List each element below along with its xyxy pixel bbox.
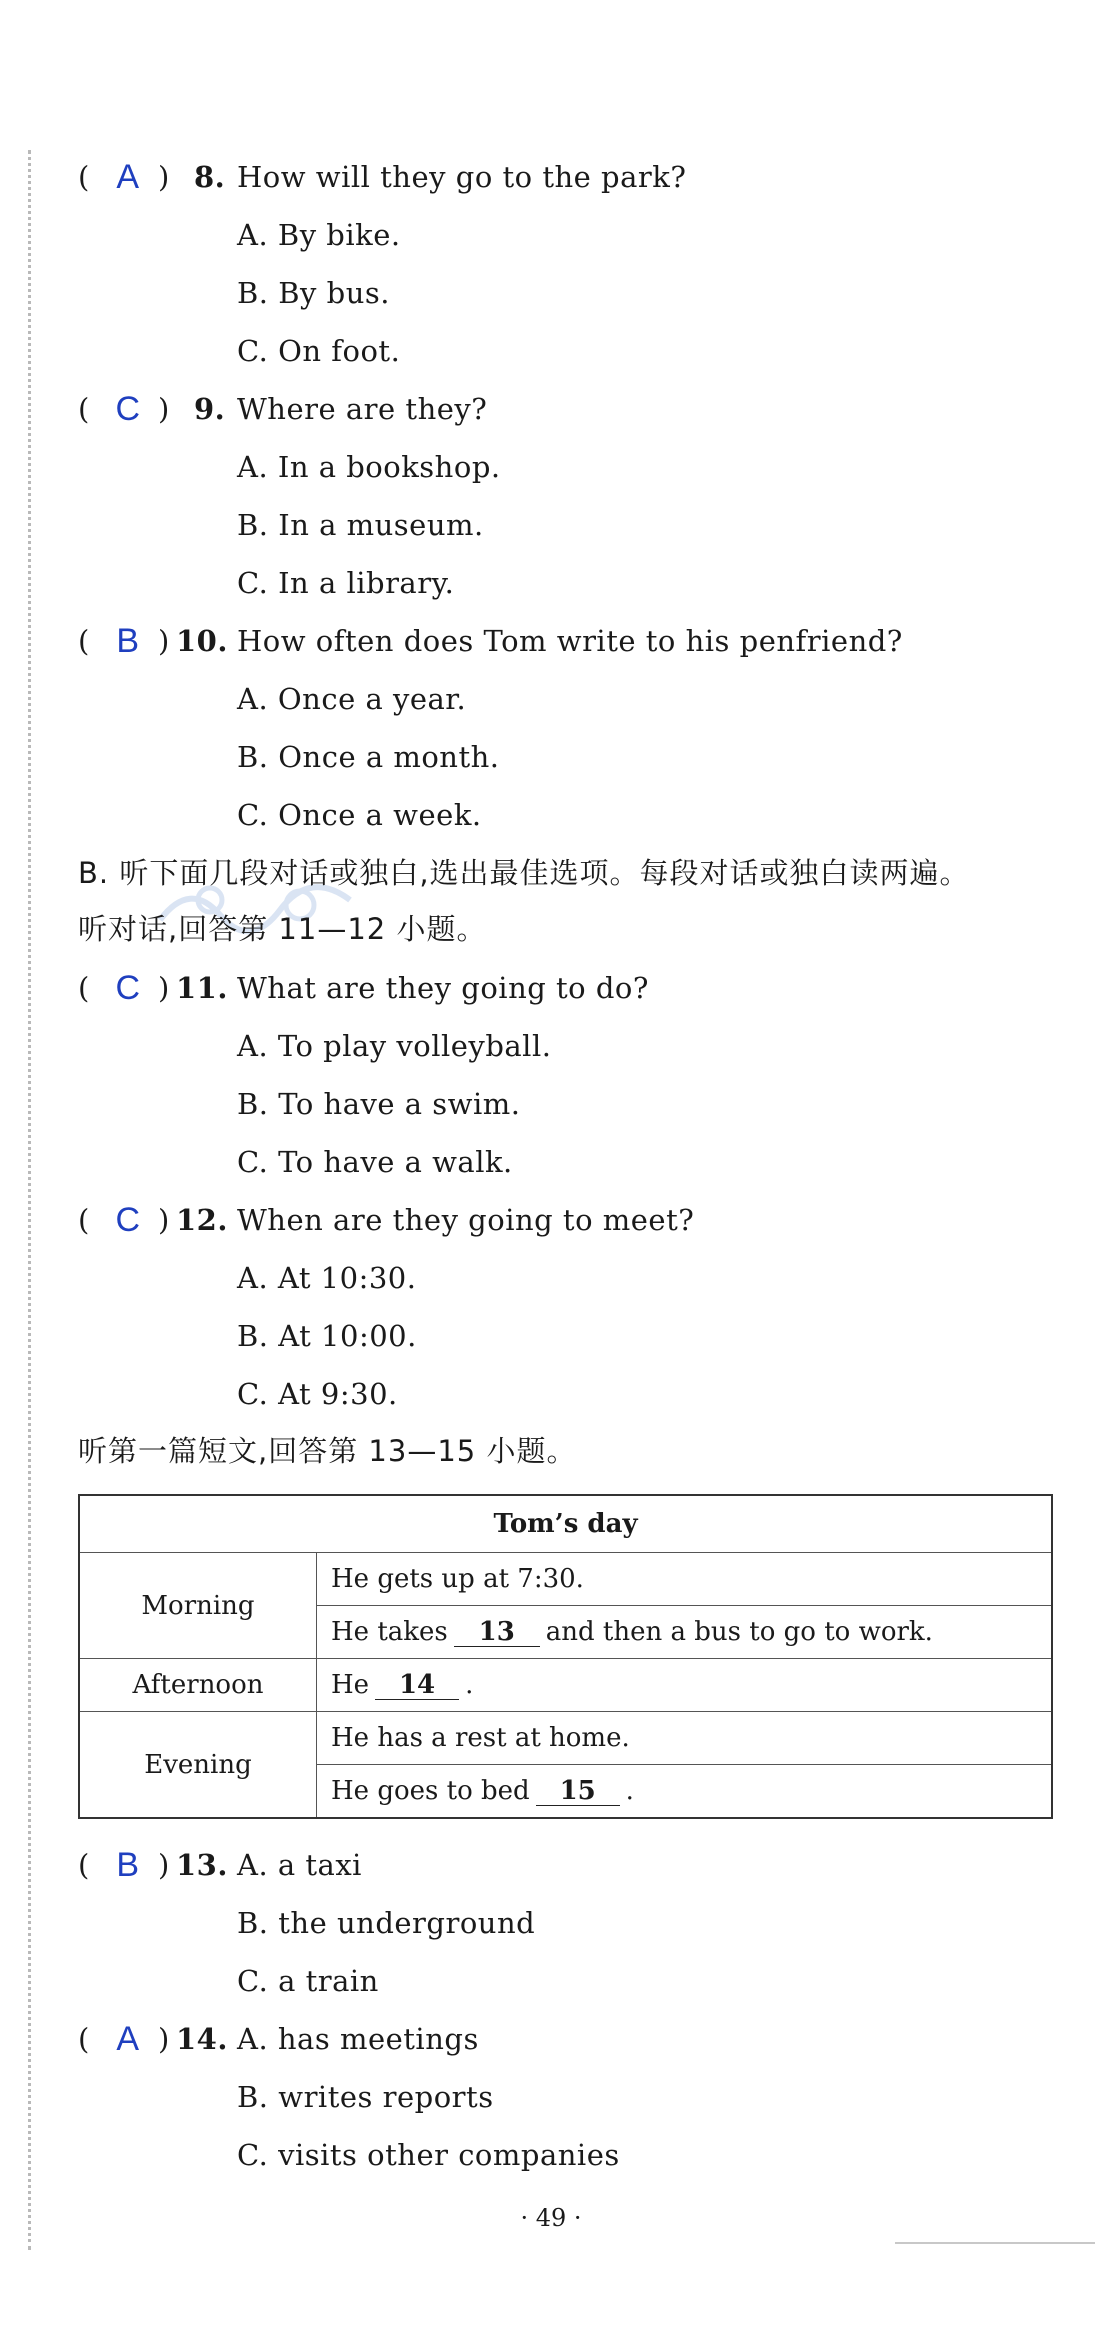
option: B. Once a month. (237, 740, 500, 774)
option: B. At 10:00. (237, 1319, 417, 1353)
option: C. Once a week. (237, 798, 482, 832)
option: A. a taxi (237, 1848, 362, 1882)
paren-right: ) (158, 624, 170, 658)
cell-text: . (465, 1670, 474, 1700)
table-cell (317, 1659, 1053, 1712)
option: A. has meetings (237, 2022, 479, 2056)
option: A. In a bookshop. (237, 450, 501, 484)
question-number: 11. (176, 971, 228, 1005)
answer-mark: B (116, 622, 140, 660)
paren-right: ) (158, 392, 170, 426)
footer-rule (895, 2242, 1095, 2244)
paren-left: ( (78, 392, 90, 426)
paren-left: ( (78, 1848, 90, 1882)
blank-13: 13 (454, 1618, 540, 1647)
option: B. In a museum. (237, 508, 484, 542)
table-title: Tom’s day (79, 1495, 1052, 1553)
option: C. To have a walk. (237, 1145, 513, 1179)
question-number: 13. (176, 1848, 228, 1882)
option: B. writes reports (237, 2080, 494, 2114)
cell-text: He goes to bed (331, 1776, 530, 1806)
option: A. At 10:30. (237, 1261, 417, 1295)
cell-text: He (331, 1670, 370, 1700)
table-row (79, 1495, 1052, 1553)
question-number: 8. (194, 160, 226, 194)
table-cell (317, 1606, 1053, 1659)
option: C. In a library. (237, 566, 455, 600)
table-row (79, 1659, 1052, 1712)
table-cell: He has a rest at home. (317, 1712, 1053, 1765)
table-cell (317, 1765, 1053, 1819)
question-stem: What are they going to do? (237, 971, 649, 1005)
paren-left: ( (78, 971, 90, 1005)
dialogue-instructions: 听对话,回答第 11—12 小题。 (78, 912, 487, 946)
answer-mark: A (116, 158, 140, 196)
row-label-morning: Morning (79, 1553, 317, 1659)
answer-mark: C (115, 390, 141, 428)
cell-text: . (625, 1776, 634, 1806)
paren-right: ) (158, 1848, 170, 1882)
paren-right: ) (158, 1203, 170, 1237)
paren-left: ( (78, 160, 90, 194)
blank-15: 15 (536, 1777, 620, 1806)
answer-mark: A (116, 2020, 140, 2058)
row-label-evening: Evening (79, 1712, 317, 1819)
question-number: 14. (176, 2022, 228, 2056)
answer-mark: C (115, 969, 141, 1007)
question-number: 10. (176, 624, 228, 658)
question-number: 12. (176, 1203, 228, 1237)
binding-margin-dots (28, 150, 31, 2250)
option: A. By bike. (237, 218, 401, 252)
question-stem: Where are they? (237, 392, 488, 426)
paren-right: ) (158, 971, 170, 1005)
toms-day-table (78, 1494, 1053, 1819)
table-cell: He gets up at 7:30. (317, 1553, 1053, 1606)
section-b-instructions: B. 听下面几段对话或独白,选出最佳选项。每段对话或独白读两遍。 (78, 856, 970, 890)
table-row (79, 1712, 1052, 1765)
paren-left: ( (78, 624, 90, 658)
option: A. Once a year. (237, 682, 467, 716)
paren-left: ( (78, 1203, 90, 1237)
cell-text: He takes (331, 1617, 448, 1647)
page-number: · 49 · (520, 2204, 582, 2232)
cell-text: and then a bus to go to work. (545, 1617, 933, 1647)
option: A. To play volleyball. (237, 1029, 552, 1063)
paren-right: ) (158, 160, 170, 194)
option: C. a train (237, 1964, 379, 1998)
answer-mark: B (116, 1846, 140, 1884)
answer-mark: C (115, 1201, 141, 1239)
table-row (79, 1553, 1052, 1606)
option: B. By bus. (237, 276, 391, 310)
paren-left: ( (78, 2022, 90, 2056)
option: B. To have a swim. (237, 1087, 521, 1121)
paren-right: ) (158, 2022, 170, 2056)
blank-14: 14 (375, 1671, 459, 1700)
option: B. the underground (237, 1906, 536, 1940)
option: C. On foot. (237, 334, 401, 368)
question-stem: How often does Tom write to his penfriend? (237, 624, 903, 658)
option: C. At 9:30. (237, 1377, 398, 1411)
row-label-afternoon: Afternoon (79, 1659, 317, 1712)
question-stem: How will they go to the park? (237, 160, 687, 194)
option: C. visits other companies (237, 2138, 620, 2172)
question-stem: When are they going to meet? (237, 1203, 695, 1237)
question-number: 9. (194, 392, 226, 426)
passage-instructions: 听第一篇短文,回答第 13—15 小题。 (78, 1434, 577, 1468)
